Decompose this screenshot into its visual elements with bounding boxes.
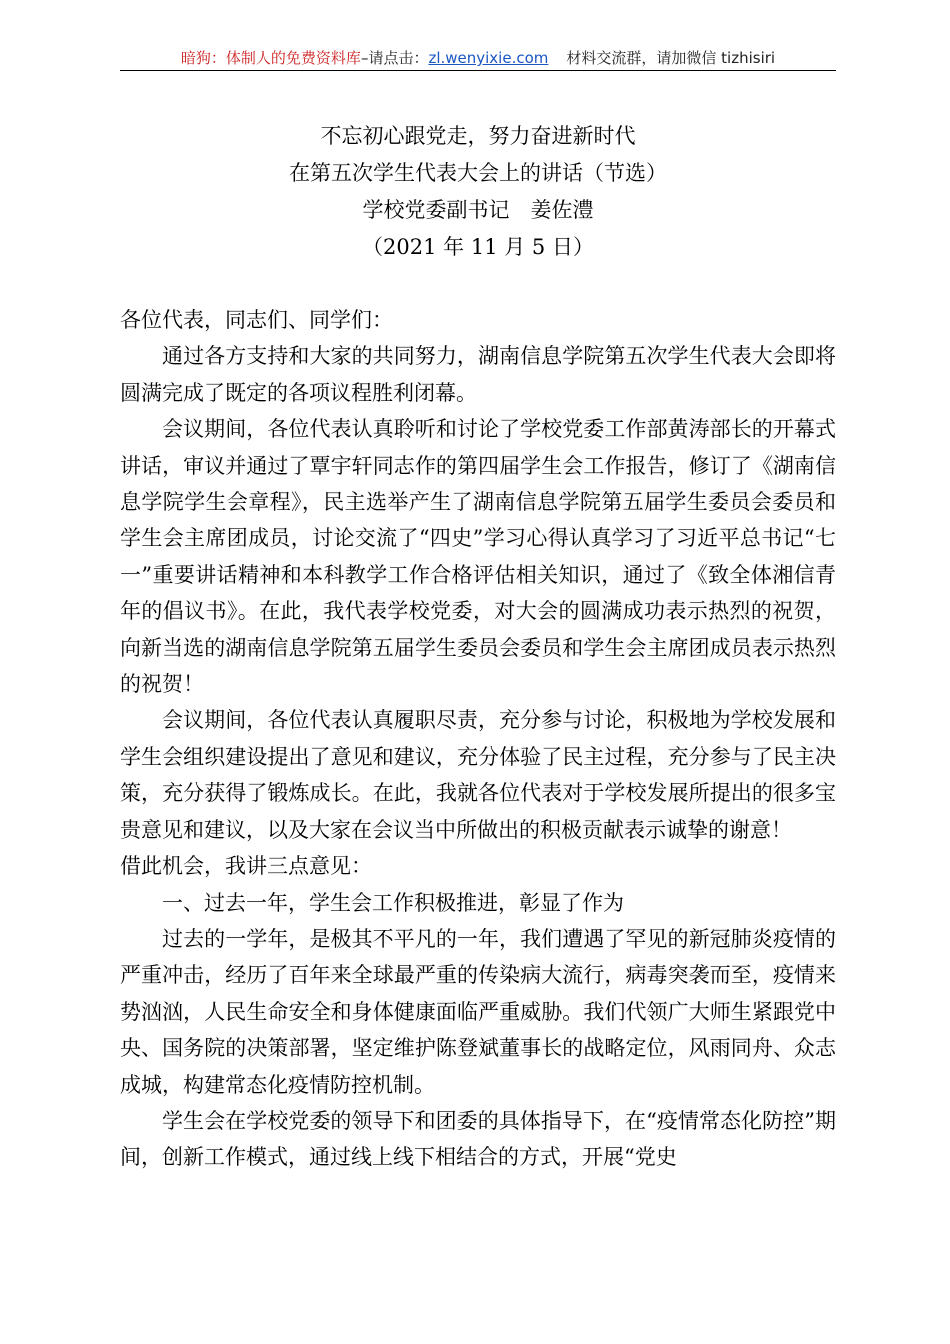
salutation: 各位代表，同志们、同学们： [120,308,393,332]
paragraph: 会议期间，各位代表认真履职尽责，充分参与讨论，积极地为学校发展和学生会组织建设提出了意见和建议，充分体验了民主过程，充分参与了民主决策，充分获得了锻炼成长。在此，我就各位代表对于学校发展所提出的很多宝贵意见和建议，以及大家在会议当中所做出的积极贡献表示诚挚的谢意！ [120,708,836,842]
header-brand: 暗狗：体制人的免费资料库 [180,49,361,67]
document-title: 不忘初心跟党走，努力奋进新时代 [320,124,636,148]
paragraph: 借此机会，我讲三点意见： [120,854,372,879]
paragraph: 会议期间，各位代表认真聆听和讨论了学校党委工作部黄涛部长的开幕式讲话，审议并通过了覃宇轩同志作的第四届学生会工作报告，修订了《湖南信息学院学生会章程》，民主选举产生了湖南信息学院第五届学生委员会委员和学生会主席团成员，讨论交流了“四史”学习心得认真学习了习近平总书记“七一”重要讲话精神和本科教学工作合格评估相关知识，通过了《致全体湘信青年的倡议书》。在此，我代表学校党委，对大会的圆满成功表示热烈的祝贺，向新当选的湖南信息学院第五届学生委员会委员和学生会主席团成员表示热烈的祝贺！ [120,417,836,697]
paragraph: 通过各方支持和大家的共同努力，湖南信息学院第五次学生代表大会即将圆满完成了既定的各项议程胜利闭幕。 [120,344,836,405]
section-heading: 一、过去一年，学生会工作积极推进，彰显了作为 [162,890,624,915]
document-date: （2021 年 11 月 5 日） [362,235,594,259]
document-title-block [120,118,836,266]
document-subtitle: 在第五次学生代表大会上的讲话（节选） [289,161,667,185]
document-body [120,302,836,1176]
paragraph: 过去的一学年，是极其不平凡的一年，我们遭遇了罕见的新冠肺炎疫情的严重冲击，经历了百年来全球最严重的传染病大流行，病毒突袭而至，疫情来势汹汹，人民生命安全和身体健康面临严重威胁。我们代领广大师生紧跟党中央、国务院的决策部署，坚定维护陈登斌董事长的战略定位，风雨同舟、众志成城，构建常态化疫情防控机制。 [120,926,836,1097]
paragraph: 学生会在学校党委的领导下和团委的具体指导下，在“疫情常态化防控”期间，创新工作模式，通过线上线下相结合的方式，开展“党史 [120,1108,836,1170]
page-header [120,46,836,70]
header-note: 材料交流群，请加微信 tizhisiri [566,49,776,67]
header-prompt: –请点击： [360,49,429,67]
header-divider [120,70,836,71]
header-link[interactable]: zl.wenyixie.com [428,49,549,67]
document-author: 学校党委副书记 姜佐澧 [362,198,594,222]
